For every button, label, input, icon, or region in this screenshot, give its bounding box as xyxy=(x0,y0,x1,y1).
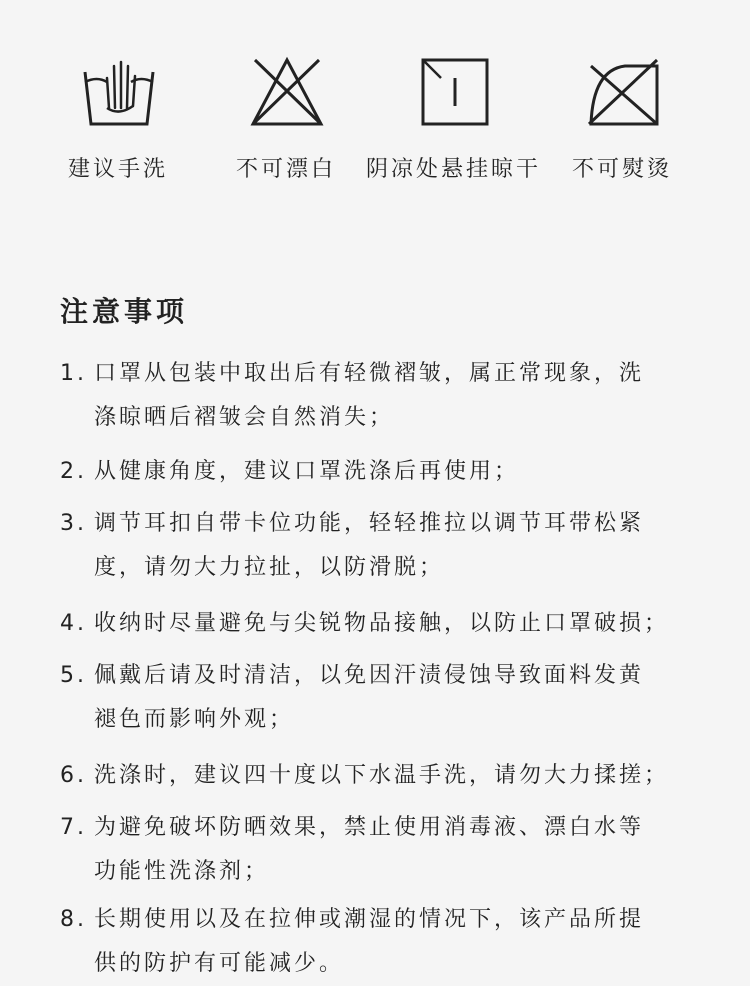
note-line: 长期使用以及在拉伸或潮湿的情况下，该产品所提 xyxy=(94,907,645,932)
care-label-line-dry-shade: 阴凉处悬挂晾干 xyxy=(366,157,542,182)
list-item xyxy=(60,352,700,440)
note-number: 6. xyxy=(60,763,87,788)
no-iron-icon xyxy=(583,56,663,128)
care-item-no-bleach xyxy=(202,56,372,128)
note-number: 7. xyxy=(60,815,87,840)
note-line: 度，请勿大力拉扯，以防滑脱； xyxy=(94,555,445,580)
note-line: 涤晾晒后褶皱会自然消失； xyxy=(94,405,395,430)
note-number: 2. xyxy=(60,459,87,484)
list-item xyxy=(60,754,700,798)
list-item xyxy=(60,654,700,742)
section-title: 注意事项 xyxy=(60,295,189,328)
note-number: 4. xyxy=(60,611,87,636)
list-item xyxy=(60,502,700,590)
note-line: 为避免破坏防晒效果，禁止使用消毒液、漂白水等 xyxy=(94,815,645,840)
note-line: 褪色而影响外观； xyxy=(94,707,295,732)
line-dry-shade-icon xyxy=(415,56,495,128)
list-item xyxy=(60,898,700,986)
no-bleach-icon xyxy=(247,56,327,128)
care-item-no-iron xyxy=(538,56,708,128)
note-number: 8. xyxy=(60,907,87,932)
care-label-hand-wash: 建议手洗 xyxy=(68,157,169,182)
care-label-no-bleach: 不可漂白 xyxy=(236,157,337,182)
note-number: 5. xyxy=(60,663,87,688)
note-number: 1. xyxy=(60,361,87,386)
care-symbols-row xyxy=(0,0,750,200)
care-item-hand-wash xyxy=(34,56,204,128)
list-item xyxy=(60,450,700,494)
care-label-no-iron: 不可熨烫 xyxy=(572,157,673,182)
note-number: 3. xyxy=(60,511,87,536)
care-item-line-dry-shade xyxy=(370,56,540,128)
note-line: 佩戴后请及时清洁，以免因汗渍侵蚀导致面料发黄 xyxy=(94,663,645,688)
note-line: 功能性洗涤剂； xyxy=(94,859,270,884)
note-line: 收纳时尽量避免与尖锐物品接触，以防止口罩破损； xyxy=(94,611,670,636)
note-line: 供的防护有可能减少。 xyxy=(94,951,345,976)
hand-wash-icon xyxy=(79,56,159,128)
list-item xyxy=(60,602,700,646)
note-line: 调节耳扣自带卡位功能，轻轻推拉以调节耳带松紧 xyxy=(94,511,645,536)
note-line: 从健康角度，建议口罩洗涤后再使用； xyxy=(94,459,520,484)
note-line: 洗涤时，建议四十度以下水温手洗，请勿大力揉搓； xyxy=(94,763,670,788)
list-item xyxy=(60,806,700,894)
note-line: 口罩从包装中取出后有轻微褶皱，属正常现象，洗 xyxy=(94,361,645,386)
